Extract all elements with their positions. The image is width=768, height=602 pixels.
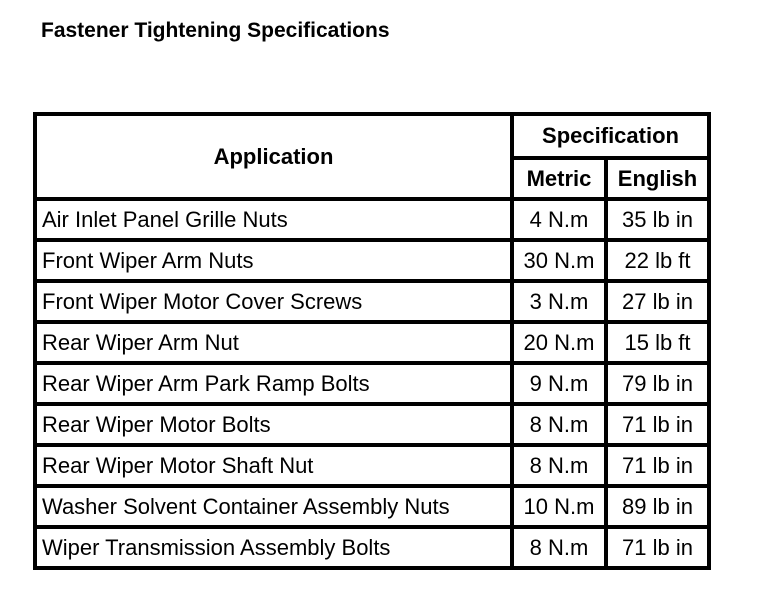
application-cell: Washer Solvent Container Assembly Nuts — [37, 488, 514, 529]
application-cell: Rear Wiper Arm Nut — [37, 324, 514, 365]
metric-cell: 8 N.m — [514, 406, 608, 447]
english-cell: 71 lb in — [608, 447, 711, 488]
table-row — [37, 488, 711, 529]
metric-cell: 9 N.m — [514, 365, 608, 406]
page-title: Fastener Tightening Specifications — [41, 19, 390, 42]
english-cell: 89 lb in — [608, 488, 711, 529]
application-cell: Rear Wiper Motor Bolts — [37, 406, 514, 447]
metric-cell: 8 N.m — [514, 529, 608, 570]
metric-cell: 30 N.m — [514, 242, 608, 283]
application-cell: Wiper Transmission Assembly Bolts — [37, 529, 514, 570]
application-cell: Air Inlet Panel Grille Nuts — [37, 201, 514, 242]
metric-cell: 4 N.m — [514, 201, 608, 242]
metric-column-header: Metric — [514, 160, 608, 201]
application-cell: Front Wiper Motor Cover Screws — [37, 283, 514, 324]
english-cell: 79 lb in — [608, 365, 711, 406]
table-row — [37, 324, 711, 365]
application-cell: Rear Wiper Arm Park Ramp Bolts — [37, 365, 514, 406]
metric-cell: 8 N.m — [514, 447, 608, 488]
english-cell: 71 lb in — [608, 529, 711, 570]
english-cell: 15 lb ft — [608, 324, 711, 365]
english-cell: 22 lb ft — [608, 242, 711, 283]
fastener-spec-table — [33, 112, 711, 570]
table-row — [37, 242, 711, 283]
table-row — [37, 447, 711, 488]
application-cell: Rear Wiper Motor Shaft Nut — [37, 447, 514, 488]
english-column-header: English — [608, 160, 711, 201]
metric-cell: 20 N.m — [514, 324, 608, 365]
english-cell: 35 lb in — [608, 201, 711, 242]
table-row — [37, 201, 711, 242]
table-row — [37, 406, 711, 447]
table-row — [37, 365, 711, 406]
english-cell: 27 lb in — [608, 283, 711, 324]
metric-cell: 10 N.m — [514, 488, 608, 529]
table-row — [37, 529, 711, 570]
metric-cell: 3 N.m — [514, 283, 608, 324]
application-column-header: Application — [37, 116, 514, 201]
table-row — [37, 283, 711, 324]
application-cell: Front Wiper Arm Nuts — [37, 242, 514, 283]
english-cell: 71 lb in — [608, 406, 711, 447]
specification-column-header: Specification — [514, 116, 711, 160]
